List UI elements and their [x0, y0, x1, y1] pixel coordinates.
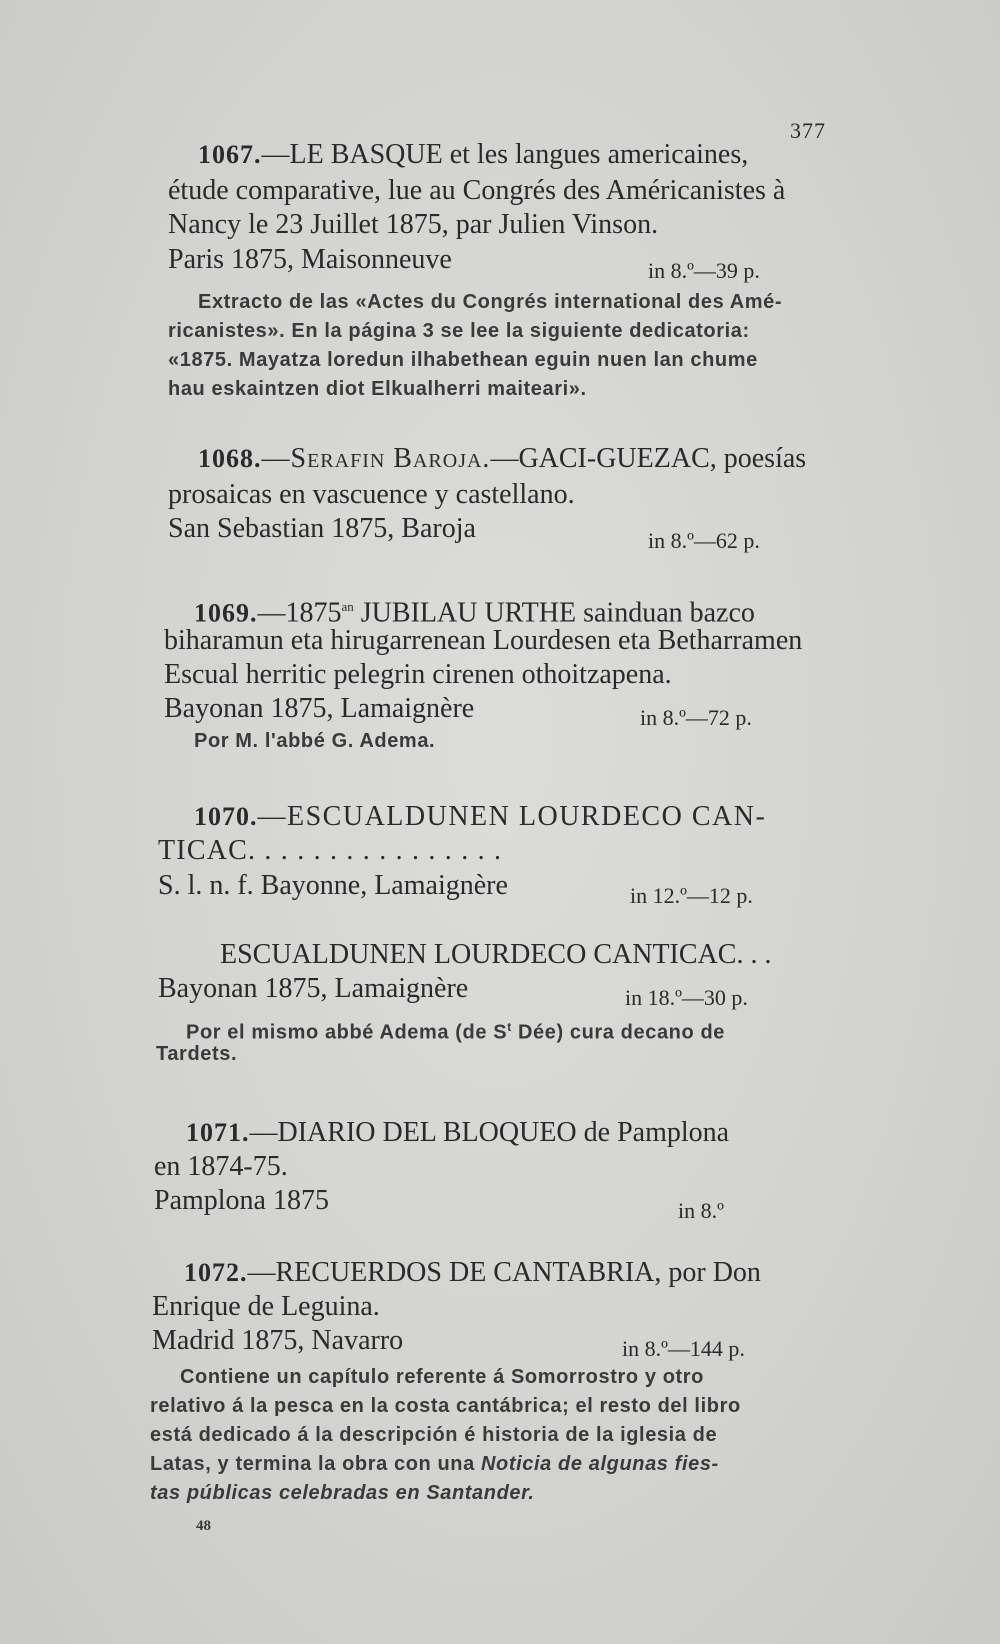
entry-number: 1069. — [194, 598, 258, 628]
format-label: in 8.º — [678, 1198, 724, 1223]
imprint-line: Pamplona 1875 — [154, 1185, 329, 1216]
entry-line: prosaicas en vascuence y castellano. — [168, 479, 575, 510]
entry-number: 1067. — [198, 140, 262, 169]
entry-title-line: 1067.—LE BASQUE et les langues americaines, — [198, 139, 749, 170]
entry-title-line: 1070.—ESCUALDUNEN LOURDECO CAN- — [194, 801, 767, 832]
format-label: in 8.º—144 p. — [622, 1336, 745, 1361]
imprint-line: Bayonan 1875, Lamaignère — [164, 693, 475, 724]
format-label: in 8.º—72 p. — [640, 705, 752, 730]
note-line: Por M. l'abbé G. Adema. — [194, 730, 436, 752]
format-label: in 8.º—39 p. — [648, 258, 760, 283]
entry-number: 1071. — [186, 1118, 250, 1147]
note-line: Contiene un capítulo referente á Somorrostro y otro — [180, 1366, 704, 1388]
note-line: hau eskaintzen diot Elkualherri maiteari». — [168, 378, 587, 400]
page-number: 377 — [790, 118, 826, 143]
entry-title-line: ESCUALDUNEN LOURDECO CANTICAC. . . — [220, 939, 772, 970]
note-line: está dedicado á la descripción é historia de la iglesia de — [150, 1424, 718, 1446]
note-line: Extracto de las «Actes du Congrés international des Amé- — [198, 291, 783, 313]
entry-line: Escual herritic pelegrin cirenen othoitzapena. — [164, 659, 672, 690]
note-line: ricanistes». En la página 3 se lee la siguiente dedicatoria: — [168, 320, 750, 342]
entry-title-line: 1071.—DIARIO DEL BLOQUEO de Pamplona — [186, 1117, 730, 1148]
note-line: tas públicas celebradas en Santander. — [150, 1482, 535, 1504]
note-line: Tardets. — [156, 1043, 238, 1065]
imprint-line: Madrid 1875, Navarro — [152, 1325, 404, 1356]
note-line: Por el mismo abbé Adema (de $S^t$ Dée) cura decano de — [186, 1020, 725, 1044]
entry-line: TICAC. . . . . . . . . . . . . . . . — [158, 835, 503, 866]
format-label: in 12.º—12 p. — [630, 883, 753, 908]
format-label: in 18.º—30 p. — [625, 985, 748, 1010]
entry-line: biharamun eta hirugarrenean Lourdesen eta Betharramen — [164, 625, 803, 656]
entry-title-line: 1068.—Serafin Baroja.—GACI-GUEZAC, poesías — [198, 443, 807, 474]
entry-line: Nancy le 23 Juillet 1875, par Julien Vinson. — [168, 209, 659, 240]
imprint-line: S. l. n. f. Bayonne, Lamaignère — [158, 870, 508, 901]
entry-title-line: $1069.—1875^{an}$ JUBILAU URTHE sainduan bazco — [194, 597, 755, 629]
entry-line: en 1874-75. — [154, 1151, 288, 1182]
imprint-line: Paris 1875, Maisonneuve — [168, 244, 452, 275]
entry-line: étude comparative, lue au Congrés des Américanistes à — [168, 175, 786, 206]
note-line: relativo á la pesca en la costa cantábrica; el resto del libro — [150, 1395, 741, 1417]
signature-mark: 48 — [196, 1518, 211, 1534]
imprint-line: San Sebastian 1875, Baroja — [168, 513, 476, 544]
format-label: in 8.º—62 p. — [648, 528, 760, 553]
imprint-line: Bayonan 1875, Lamaignère — [158, 973, 469, 1004]
entry-title-line: 1072.—RECUERDOS DE CANTABRIA, por Don — [184, 1257, 761, 1288]
note-line: Latas, y termina la obra con una Noticia de algunas fies- — [150, 1453, 719, 1475]
entry-number: 1072. — [184, 1258, 248, 1287]
note-line: «1875. Mayatza loredun ilhabethean eguin nuen lan chume — [168, 349, 758, 371]
entry-number: 1070. — [194, 802, 258, 831]
author-name: —Serafin Baroja. — [261, 443, 491, 474]
entry-number: 1068. — [198, 444, 262, 473]
entry-line: Enrique de Leguina. — [152, 1291, 380, 1322]
